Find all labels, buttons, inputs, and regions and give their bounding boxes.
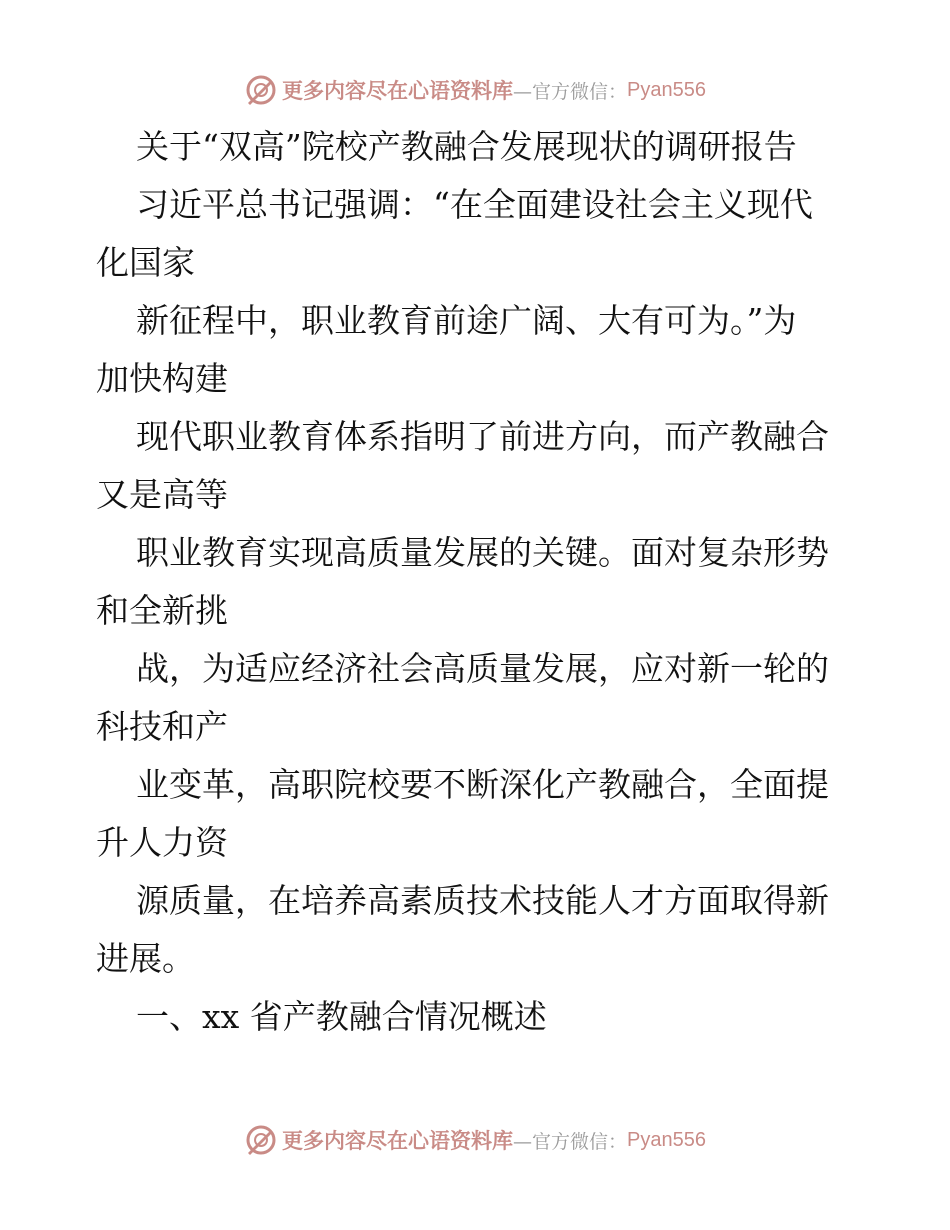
- pen-logo-icon: [244, 73, 278, 107]
- paragraph-line: 进展。: [96, 939, 195, 978]
- paragraph-line: 又是高等: [96, 475, 228, 514]
- watermark-banner-bottom: [0, 1120, 950, 1160]
- paragraph-line: 和全新挑: [96, 591, 228, 630]
- section-heading: 一、xx 省产教融合情况概述: [136, 997, 547, 1036]
- watermark-main-text: 更多内容尽在心语资料库: [282, 1128, 513, 1153]
- paragraph-line: 业变革，高职院校要不断深化产教融合，全面提: [136, 765, 829, 804]
- watermark-id-text: Pyan556: [627, 78, 706, 101]
- paragraph-line: 战，为适应经济社会高质量发展，应对新一轮的: [136, 649, 829, 688]
- paragraph-line: 源质量，在培养高素质技术技能人才方面取得新: [136, 881, 829, 920]
- paragraph-line: 习近平总书记强调：“在全面建设社会主义现代: [136, 185, 813, 224]
- paragraph-line: 科技和产: [96, 707, 228, 746]
- paragraph-line: 职业教育实现高质量发展的关键。面对复杂形势: [136, 533, 829, 572]
- paragraph-line: 升人力资: [96, 823, 228, 862]
- watermark-main-text: 更多内容尽在心语资料库: [282, 78, 513, 103]
- paragraph-line: 新征程中，职业教育前途广阔、大有可为。”为: [136, 301, 797, 340]
- document-body: [96, 118, 856, 1046]
- paragraph-line: 化国家: [96, 243, 195, 282]
- document-title: 关于“双高”院校产教融合发展现状的调研报告: [136, 127, 797, 166]
- watermark-contact-text: —官方微信：: [513, 1130, 628, 1153]
- watermark-contact-text: —官方微信：: [513, 80, 628, 103]
- pen-logo-icon: [244, 1123, 278, 1157]
- watermark-banner-top: [0, 70, 950, 110]
- watermark-id-text: Pyan556: [627, 1128, 706, 1151]
- paragraph-line: 加快构建: [96, 359, 228, 398]
- paragraph-line: 现代职业教育体系指明了前进方向，而产教融合: [136, 417, 829, 456]
